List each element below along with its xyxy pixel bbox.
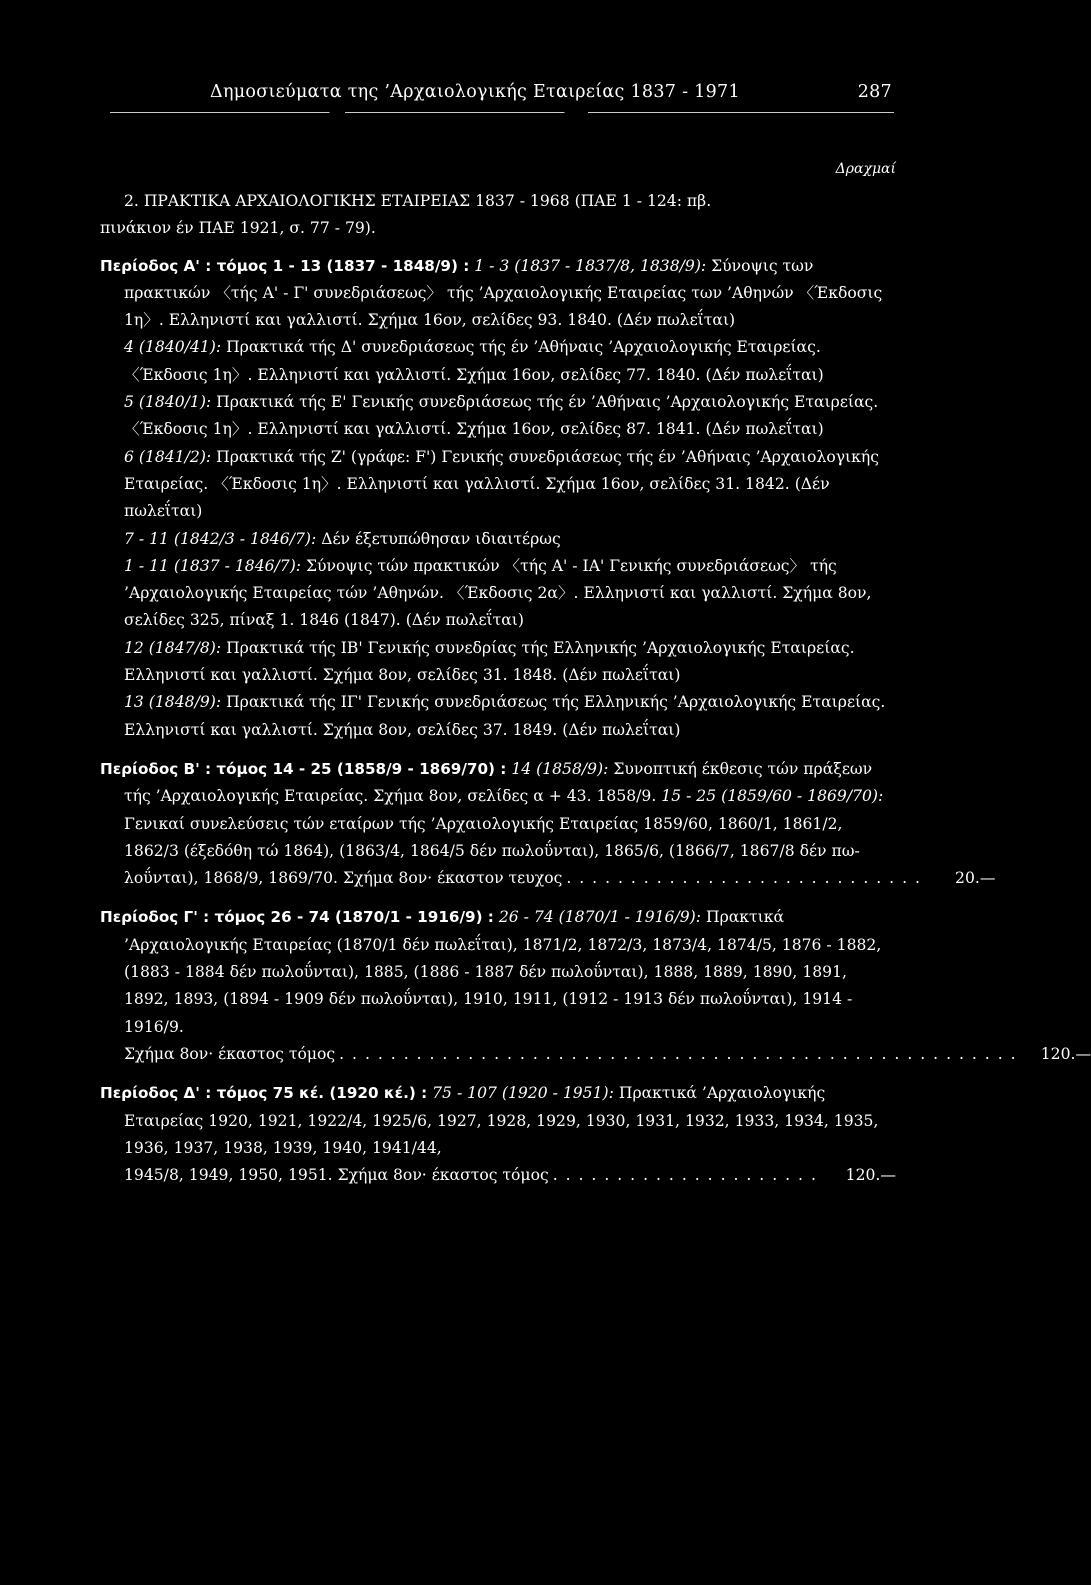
entry-ref: 4 (1840/41): xyxy=(124,338,222,357)
header-rule xyxy=(110,112,894,113)
period-d-last-line: 1945/8, 1949, 1950, 1951. Σχήμα 8ον· έκαστος τόμος xyxy=(124,1166,549,1185)
period-b-last-line: λοΰνται), 1868/9, 1869/70. Σχήμα 8ον· έκαστον τευχος xyxy=(124,869,563,888)
section-2-line-1: 2. ΠΡΑΚΤΙΚΑ ΑΡΧΑΙΟΛΟΓΙΚΗΣ ΕΤΑΙΡΕΙΑΣ 1837 - 1968 (ΠΑΕ 1 - 124: πβ. xyxy=(124,192,712,210)
section-2-title xyxy=(100,188,896,243)
period-a-entry-text: Σύνοψις των πρακτικών 〈τής Α' - Γ' συνεδριάσεως〉 τής ’Αρχαιολογικής Εταιρείας των ’Αθηνών 〈Έκδοσις 1η〉. Ελληνιστί και γαλλιστί. Σχήμα 16ον, σελίδες 93. 1840. xyxy=(124,256,883,330)
entry-ref: 1 - 11 (1837 - 1846/7): xyxy=(124,556,302,575)
period-c-last-line: Σχήμα 8ον· έκαστος τόμος xyxy=(124,1044,336,1063)
entry-text: Δέν έξετυπώθησαν ιδιαιτέρως xyxy=(321,529,561,548)
leader-dots: . . . . . . . . . . . . . . . . . . . . . . . . . . . . . . . . . . . . . . . . . . . . . . . . . . . . . xyxy=(339,1044,1018,1063)
period-a-entry xyxy=(100,334,896,389)
period-b-text-2: Γενικαί συνελεύσεις τών εταίρων τής ’Αρχαιολογικής Εταιρείας 1859/60, 1860/1, 1861/2, 1862/3 (έξεδόθη τώ 1864), (1863/4, 1864/5 δέν πωλοΰνται), 1865/6, (1866/7, 1867/8 δέν πω- xyxy=(124,814,860,860)
entry-text: Πρακτικά τής ΙΒ' Γενικής συνεδρίας τής Ελληνικής ’Αρχαιολογικής Εταιρείας. Ελληνιστί και γαλλιστί. Σχήμα 8ον, σελίδες 31. 1848. xyxy=(124,638,855,685)
running-header xyxy=(100,78,894,112)
entry-ref: 12 (1847/8): xyxy=(124,638,222,657)
header-title: Δημοσιεύματα της ’Αρχαιολογικής Εταιρείας 1837 - 1971 xyxy=(210,82,740,102)
entry-text: Πρακτικά τής Ε' Γενικής συνεδριάσεως τής έν ’Αθήναις ’Αρχαιολογικής Εταιρείας. 〈Έκδοσις 1η〉. Ελληνιστί και γαλλιστί. Σχήμα 16ον, σελίδες 87. 1841. xyxy=(124,393,879,439)
entry-ref: 5 (1840/1): xyxy=(124,393,212,412)
period-c-price-row xyxy=(100,1041,1091,1068)
period-d xyxy=(100,1080,896,1162)
period-c-price: 120.— xyxy=(1040,1044,1091,1063)
leader-dots: . . . . . . . . . . . . . . . . . . . . . xyxy=(552,1166,818,1185)
entry-ref: 7 - 11 (1842/3 - 1846/7): xyxy=(124,529,317,548)
period-d-ref: 75 - 107 (1920 - 1951): xyxy=(432,1084,614,1103)
leader-dots: . . . . . . . . . . . . . . . . . . . . . . . . . . . . xyxy=(566,869,922,888)
period-a-entry-ref: 1 - 3 (1837 - 1837/8, 1838/9): xyxy=(474,256,707,275)
entry-sale: (Δέν πωλεΐται) xyxy=(124,474,830,521)
period-b-heading: Περίοδος Β' : τόμος 14 - 25 (1858/9 - 1869/70) : xyxy=(100,759,507,778)
entry-sale: (Δέν πωλεΐται) xyxy=(705,420,824,439)
period-c xyxy=(100,904,896,1040)
price-column-heading: Δραχμαί xyxy=(835,161,896,177)
period-a-entry xyxy=(100,389,896,444)
entry-text: Πρακτικά τής ΙΓ' Γενικής συνεδριάσεως τής Ελληνικής ’Αρχαιολογικής Εταιρείας. Ελληνιστί και γαλλιστί. Σχήμα 8ον, σελίδες 37. xyxy=(124,693,886,739)
period-c-heading: Περίοδος Γ' : τόμος 26 - 74 (1870/1 - 1916/9) : xyxy=(100,908,494,927)
entry-sale: (Δέν πωλεΐται) xyxy=(705,365,824,384)
entry-ref: 6 (1841/2): xyxy=(124,447,212,466)
period-d-heading: Περίοδος Δ' : τόμος 75 κέ. (1920 κέ.) : xyxy=(100,1084,428,1103)
period-a-entry xyxy=(100,553,896,635)
period-a-entry xyxy=(100,689,896,744)
entry-text: Σύνοψις τών πρακτικών 〈τής Α' - ΙΑ' Γενικής συνεδριάσεως〉 τής ’Αρχαιολογικής Εταιρείας τών ’Αθηνών. 〈Έκδοσις 2α〉. Ελληνιστί και γαλλιστί. Σχήμα 8ον, σελίδες 325, πίναξ 1. 1846 (1847). (Δέν xyxy=(124,556,872,630)
period-b-price: 20.— xyxy=(955,869,996,888)
period-a-entry-sale: (Δέν πωλεΐται) xyxy=(616,311,736,330)
period-d-price-row xyxy=(100,1162,896,1189)
period-b xyxy=(100,756,896,865)
period-d-price: 120.— xyxy=(845,1166,896,1185)
period-a xyxy=(100,253,896,335)
period-b-ref-1: 14 (1858/9): xyxy=(511,759,609,778)
entry-text: Πρακτικά τής Δ' συνεδριάσεως τής έν ’Αθήναις ’Αρχαιολογικής Εταιρείας. 〈Έκδοσις 1η〉. Ελληνιστί και γαλλιστί. Σχήμα 16ον, σελίδες 77. 1840. xyxy=(124,338,821,384)
period-a-entry xyxy=(100,444,896,526)
entry-sale: 1849. (Δέν πωλεΐται) xyxy=(512,720,681,739)
period-a-heading: Περίοδος Α' : τόμος 1 - 13 (1837 - 1848/9) : xyxy=(100,256,470,275)
page-number: 287 xyxy=(857,82,892,102)
period-b-text-1: Συνοπτική έκθεσις τών πράξεων τής ’Αρχαιολογικής Εταιρείας. Σχήμα 8ον, σελίδες α + 43. 1858/9. xyxy=(124,759,873,806)
entry-ref: 13 (1848/9): xyxy=(124,693,222,712)
period-a-entry xyxy=(100,635,896,690)
document-body xyxy=(100,188,1091,1189)
period-c-text: Πρακτικά ’Αρχαιολογικής Εταιρείας (1870/1 δέν πωλεΐται), 1871/2, 1872/3, 1873/4, 1874/5, 1876 - 1882, (1883 - 1884 δέν πωλοΰνται), 1885, (1886 - 1887 δέν πωλοΰνται), 1888, 1889, 1890, 1891, 1892, 1893, (1894 - 1909 δέν πωλοΰνται), 1910, 1911, (1912 - 1913 δέν πωλοΰνται), 1914 - 1916/9. xyxy=(124,908,882,1036)
entry-sale: (Δέν πωλεΐται) xyxy=(562,666,681,685)
period-c-ref: 26 - 74 (1870/1 - 1916/9): xyxy=(498,908,701,927)
period-a-entry xyxy=(100,526,896,553)
section-2-line-2: πινάκιον έν ΠΑΕ 1921, σ. 77 - 79). xyxy=(100,219,376,238)
period-b-price-row xyxy=(100,865,996,892)
entry-text: Πρακτικά τής Ζ' (γράφε: F') Γενικής συνεδριάσεως τής έν ’Αθήναις ’Αρχαιολογικής Εταιρείας. 〈Έκδοσις 1η〉. Ελληνιστί και γαλλιστί. Σχήμα 16ον, σελίδες 31. 1842. xyxy=(124,447,879,493)
period-d-text: Πρακτικά ’Αρχαιολογικής Εταιρείας 1920, 1921, 1922/4, 1925/6, 1927, 1928, 1929, 1930, 1931, 1932, 1933, 1934, 1935, 1936, 1937, 1938, 1939, 1940, 1941/44, xyxy=(124,1084,879,1157)
entry-sale: πωλεΐται) xyxy=(445,611,524,630)
period-b-ref-2: 15 - 25 (1859/60 - 1869/70): xyxy=(661,787,884,806)
